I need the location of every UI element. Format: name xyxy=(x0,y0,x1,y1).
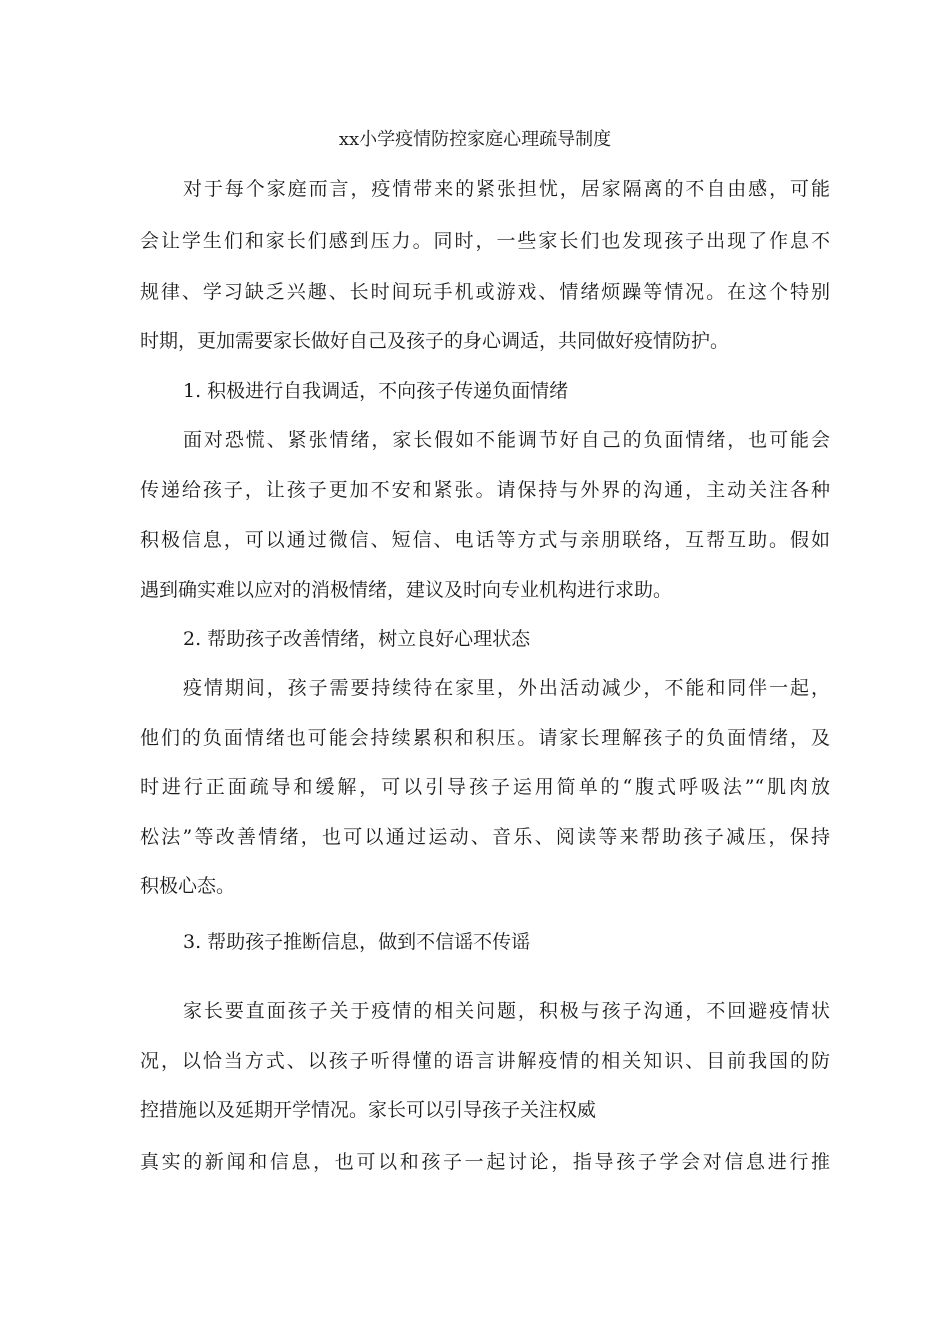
section-heading: 2. 帮助孩子改善情绪，树立良好心理状态 xyxy=(183,628,531,650)
paragraph-line: 时进行正面疏导和缓解，可以引导孩子运用简单的“腹式呼吸法”“肌肉放 xyxy=(140,776,830,798)
paragraph-line: 况，以恰当方式、以孩子听得懂的语言讲解疫情的相关知识、目前我国的防 xyxy=(140,1050,830,1072)
section-heading: 3. 帮助孩子推断信息，做到不信谣不传谣 xyxy=(183,931,531,953)
paragraph-line: 控措施以及延期开学情况。家长可以引导孩子关注权威 xyxy=(140,1099,597,1121)
paragraph-line: 对于每个家庭而言，疫情带来的紧张担忧，居家隔离的不自由感，可能 xyxy=(183,178,830,200)
paragraph-line: 积极心态。 xyxy=(140,875,236,897)
paragraph-line: 时期，更加需要家长做好自己及孩子的身心调适，共同做好疫情防护。 xyxy=(140,330,730,352)
paragraph-line: 疫情期间，孩子需要持续待在家里，外出活动减少，不能和同伴一起， xyxy=(183,677,830,699)
paragraph-line: 积极信息，可以通过微信、短信、电话等方式与亲朋联络，互帮互助。假如 xyxy=(140,529,830,551)
paragraph-line: 家长要直面孩子关于疫情的相关问题，积极与孩子沟通，不回避疫情状 xyxy=(183,1000,830,1022)
paragraph-line: 真实的新闻和信息，也可以和孩子一起讨论，指导孩子学会对信息进行推 xyxy=(140,1151,830,1173)
paragraph-line: 规律、学习缺乏兴趣、长时间玩手机或游戏、情绪烦躁等情况。在这个特别 xyxy=(140,281,830,303)
paragraph-line: 面对恐慌、紧张情绪，家长假如不能调节好自己的负面情绪，也可能会 xyxy=(183,429,830,451)
paragraph-line: 传递给孩子，让孩子更加不安和紧张。请保持与外界的沟通，主动关注各种 xyxy=(140,479,830,501)
document-title: xx小学疫情防控家庭心理疏导制度 xyxy=(338,129,612,150)
section-heading: 1. 积极进行自我调适，不向孩子传递负面情绪 xyxy=(183,380,569,402)
paragraph-line: 他们的负面情绪也可能会持续累积和积压。请家长理解孩子的负面情绪，及 xyxy=(140,727,830,749)
paragraph-line: 遇到确实难以应对的消极情绪，建议及时向专业机构进行求助。 xyxy=(140,579,673,601)
paragraph-line: 会让学生们和家长们感到压力。同时，一些家长们也发现孩子出现了作息不 xyxy=(140,230,830,252)
paragraph-line: 松法”等改善情绪，也可以通过运动、音乐、阅读等来帮助孩子减压，保持 xyxy=(140,826,830,848)
